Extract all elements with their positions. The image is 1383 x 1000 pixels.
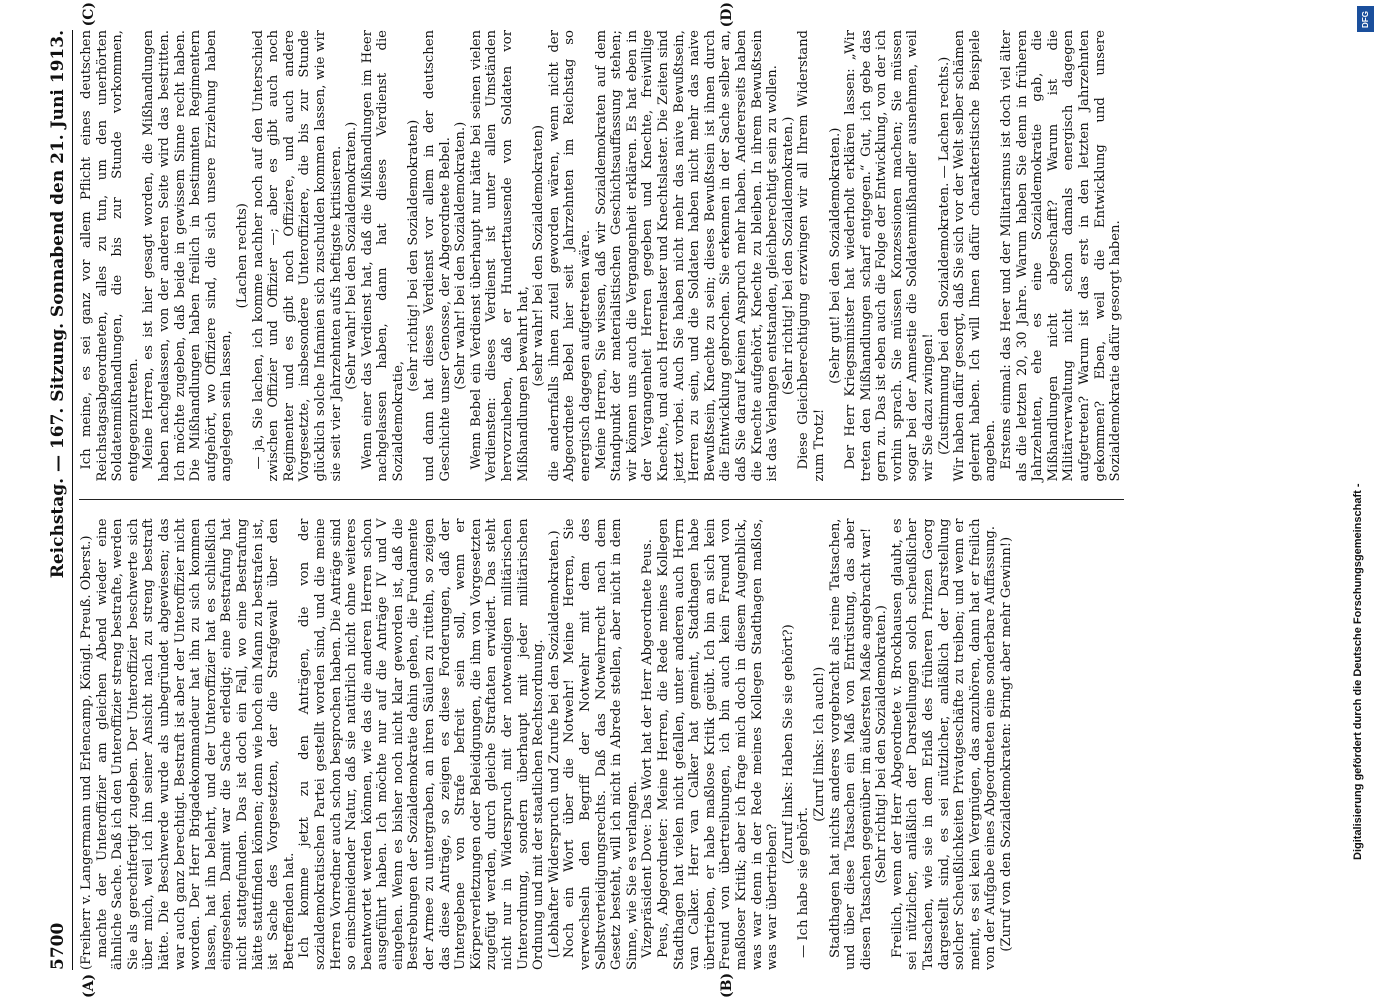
margin-marker-d: (D) (719, 2, 735, 28)
paragraph: die andernfalls ihnen zuteil geworden wären, wenn nicht der Abgeordnete Bebel hier seit Jahrzehnten im Reichstag so energisch dagegen aufgetreten wäre. (546, 30, 593, 482)
paragraph: Noch ein Wort über die Notwehr! Meine Herren, Sie verwechseln den Begriff der Notwehr mit dem des Selbstverteidigungsrechts. Daß das Notwehrrecht nach dem Gesetz besteht, will ich nicht in Abrede stellen, aber nicht in dem Sinne, wie Sie es verlangen. (562, 518, 640, 970)
digitization-credit (1352, 130, 1372, 860)
paragraph: — Ich habe sie gehört. (796, 807, 812, 958)
interjection: (Zuruf von den Sozialdemokraten: Bringt aber mehr Gewinn!) (999, 536, 1015, 952)
paragraph: Diese Gleichberechtigung erzwingen wir all Ihrem Widerstand zum Trotz! (796, 30, 827, 482)
paragraph: Ich komme jetzt zu den Anträgen, die von der sozialdemokratischen Partei gestellt worden sind, und die meine Herren Vorredner auch schon besprochen haben. Die Anträge sind so einschneidender Natur, daß sie natürlich nicht ohne weiteres beantwortet werden können, wie das die anderen Herren schon ausgeführt haben. Ich möchte nur auf die Anträge IV und V eingehen. Wenn es bisher noch nicht klar geworden ist, daß die Bestrebungen der Sozialdemokratie dahin gehen, die Fundamente der Armee zu untergraben, an ihren Säulen zu rütteln, so zeigen das diese Anträge, so zeigen es diese Forderungen, daß der Untergebene von Strafe befreit sein soll, wenn er Körperverletzungen oder Beleidigungen, die ihm von Vorgesetzten zugefügt werden, durch gleiche Straftaten erwidert. Das steht nicht nur in Widerspruch mit der notwendigen militärischen Unterordnung, sondern überhaupt mit jeder militärischen Ordnung und mit der staatlichen Rechtsordnung. (297, 518, 547, 970)
paragraph: machte der Unteroffizier am gleichen Abend wieder eine ähnliche Sache. Daß ich den Unteroffizier streng bestrafte, werden Sie als gerechtfertigt zugeben. Der Unteroffizier beschwerte sich über mich, weil ich ihn seiner Ansicht nach zu streng bestraft hätte. Die Beschwerde wurde als unbegründet abgewiesen; das war auch ganz berechtigt. Bestraft ist aber der Unteroffizier nicht worden. Der Herr Brigadekommandeur hat ihn zu sich kommen lassen, hat ihn belehrt, und der Unteroffizier hat es schließlich eingesehen. Damit war die Sache erledigt; eine Bestrafung hat nicht stattgefunden. Das ist doch ein Fall, wo eine Bestrafung hätte stattfinden können; denn wie hoch ein Mann zu bestrafen ist, ist Sache des Vorgesetzten, der die Strafgewalt über den Betreffenden hat. (94, 518, 297, 970)
interjection: (sehr wahr! bei den Sozialdemokraten) (531, 124, 547, 387)
page-header (48, 30, 73, 970)
paragraph: Wenn einer das Verdienst hat, daß die Mißhandlungen im Heer nachgelassen haben, dann hat dieses Verdienst die Sozialdemokratie, (359, 30, 406, 482)
paragraph: Meine Herren, Sie wissen, daß wir Sozialdemokraten auf dem Standpunkt der materialistischen Geschichtsauffassung stehen; wir können uns auch die Vergangenheit erklären. Es hat eben in der Vergangenheit Herren gegeben und Knechte, freiwillige Knechte, und auch Herrenlaster und Knechtslaster. Die Zeiten sind jetzt vorbei. Auch Sie haben nicht mehr das naive Bewußtsein, Herren zu sein, und die Soldaten haben nicht mehr das naive Bewußtsein, Knechte zu sein; dieses Bewußtsein ist ihnen durch die Entwicklung gebrochen. Sie erkennen in der Sache selber an, daß Sie darauf keinen Anspruch mehr haben. Andererseits haben die Knechte aufgehört, Knechte zu bleiben. In ihrem Bewußtsein ist das Verlangen entstanden, gleichberechtigt sein zu wollen. (593, 30, 781, 482)
paragraph: Peus, Abgeordneter: Meine Herren, die Rede meines Kollegen Stadthagen hat vielen nicht gefallen, unter anderen auch Herrn van Calker. Herr van Calker hat gemeint, Stadthagen habe übertrieben, er habe maßlose Kritik geübt. Ich bin an sich kein Freund von übertreibungen, ich bin auch kein Freund von maßloser Kritik; aber ich frage mich doch in diesem Augenblick, was war denn in der Rede meines Kollegen Stadthagen maßlos, was war übertrieben? (655, 518, 781, 970)
credit-text: Digitalisierung gefördert durch die Deutsche Forschungsgemeinschaft - (1352, 483, 1364, 860)
interjection: (Sehr richtig! bei den Sozialdemokraten.) (874, 605, 890, 884)
page-title: Reichstag. — 167. Sitzung. Sonnabend den 21. Juni 1913. (48, 30, 68, 579)
interjection: (Zuruf links: Haben Sie sie gehört?) (780, 624, 796, 865)
interjection: (Zustimmung bei den Sozialdemokraten. — Lachen rechts.) (936, 56, 952, 455)
interjection: (Sehr gut! bei den Sozialdemokraten.) (827, 127, 843, 384)
interjection: (sehr richtig! bei den Sozialdemokraten) (406, 119, 422, 392)
column-divider (79, 500, 1124, 501)
interjection: (Lachen rechts) (234, 203, 250, 309)
paragraph: Meine Herren, es ist hier gesagt worden, die Mißhandlungen haben nachgelassen, von der anderen Seite wird das bestritten. Ich möchte zugeben, daß beide in gewissem Sinne recht haben. Die Mißhandlungen haben freilich in bestimmten Regimentern aufgehört, wo Offiziere sind, die sich unsere Erziehung haben angelegen sein lassen, (141, 30, 235, 482)
margin-marker-c: (C) (81, 2, 97, 27)
paragraph: Wenn Bebel ein Verdienst überhaupt nur hätte bei seinen vielen Verdiensten: dieses Verdienst ist unter allen Umständen hervorzuheben, daß er Hunderttausende von Soldaten vor Mißhandlungen bewahrt hat, (468, 30, 531, 482)
interjection: (Lebhafter Widerspruch und Zurufe bei den Sozialdemokraten.) (546, 530, 562, 959)
dfg-logo-text: DFG (1360, 10, 1370, 28)
paragraph: — ja, Sie lachen, ich komme nachher noch auf den Unterschied zwischen Offizier und Offizier —; aber es gibt auch noch Regimenter und es gibt noch Offiziere, und auch andere Vorgesetzte, insbesondere Unteroffiziere, die bis zur Stunde glücklich solche Infamien sich zuschulden kommen lassen, wie wir sie seit vier Jahrzehnten aufs heftigste kritisieren. (250, 30, 344, 482)
interjection: (Zuruf links: Ich auch!) (811, 666, 827, 822)
paragraph: Wir haben dafür gesorgt, daß Sie sich vor der Welt selber schämen gelernt haben. Ich will Ihnen dafür charakteristische Beispiele angeben. (952, 30, 999, 482)
paragraph: Der Herr Kriegsminister hat wiederholt erklären lassen: „Wir treten den Mißhandlungen scharf entgegen.“ Gut, ich gebe das gern zu. Das ist eben auch die Folge der Entwicklung, von der ich vorhin sprach. Sie müssen Konzessionen machen; Sie müssen sogar bei der Amnestie die Soldatenmißhandler ausnehmen, weil wir Sie dazu zwingen! (843, 30, 937, 482)
interjection: (Sehr richtig! bei den Sozialdemokraten.) (780, 116, 796, 395)
text-columns (79, 2, 1124, 998)
paragraph: und dann hat dieses Verdienst vor allem in der deutschen Geschichte unser Genosse, der Abgeordnete Bebel. (422, 30, 453, 482)
paragraph: Stadthagen hat nichts anderes vorgebracht als reine Tatsachen, und über diese Tatsachen ein Maß von Entrüstung, das aber diesen Tatsachen gegenüber im äußersten Maße angebracht war! (827, 518, 874, 970)
speaker-line: Vizepräsident Dove: Das Wort hat der Herr Abgeordnete Peus. (640, 539, 656, 958)
interjection: (Sehr wahr! bei den Sozialdemokraten.) (453, 121, 469, 390)
left-column (79, 519, 1124, 971)
margin-marker-b: (B) (719, 972, 735, 998)
paragraph: Ich meine, es sei ganz vor allem Pflicht eines deutschen Reichstagsabgeordneten, alles zu tun, um den unerhörten Soldatenmißhandlungen, die bis zur Stunde vorkommen, entgegenzutreten. (79, 30, 141, 482)
paragraph: Freilich, wenn der Herr Abgeordnete v. Brockhausen glaubt, es sei nützlicher, anläßlich der Darstellungen solch scheußlicher Tatsachen, wie sie in dem Erlaß des früheren Prinzen Georg dargestellt sind, es sei nützlicher, anläßlich der Darstellung solcher Scheußlichkeiten Privatgeschäfte zu treiben; und wenn er meint, es sei kein Vergnügen, das anzuhören, dann hat er freilich von der Aufgabe eines Abgeordneten eine sonderbare Auffassung. (889, 518, 999, 970)
paragraph: Erstens einmal: das Heer und der Militarismus ist doch viel älter als die letzten 20, 30 Jahre. Warum haben Sie denn in früheren Jahrzehnten, ehe es eine Sozialdemokratie gab, die Mißhandlungen nicht abgeschafft? Warum ist die Militärverwaltung nicht schon damals energisch dagegen aufgetreten? Warum ist das erst in den letzten Jahrzehnten gekommen? Eben, weil die Entwicklung und unsere Sozialdemokratie dafür gesorgt haben. (999, 30, 1124, 482)
interjection: (Sehr wahr! bei den Sozialdemokraten.) (344, 121, 360, 390)
speaker-continuation: (Freiherr v. Langermann und Erlencamp, Königl. Preuß. Oberst.) (79, 535, 94, 970)
margin-marker-a: (A) (81, 973, 97, 998)
right-column (79, 30, 1124, 482)
dfg-logo (1357, 6, 1374, 32)
page-number: 5700 (48, 922, 68, 970)
